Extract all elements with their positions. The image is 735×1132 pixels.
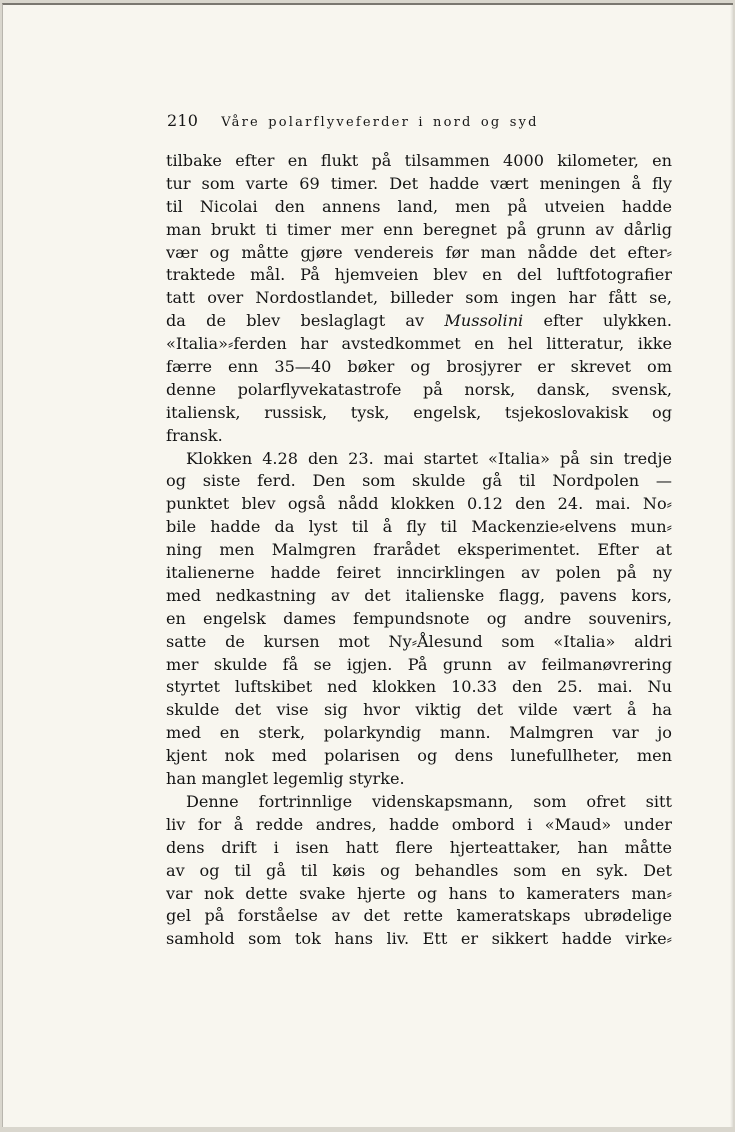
text-line: italienerne hadde feiret inncirklingen av polen på ny: [166, 563, 672, 583]
text-fragment: efter ulykken.: [543, 311, 672, 331]
text-line: tatt over Nordostlandet, billeder som ingen har fått se,: [166, 288, 672, 308]
book-page: [2, 3, 733, 1127]
text-line-with-italic: [166, 310, 672, 333]
text-line: han manglet legemlig styrke.: [166, 769, 405, 789]
text-line: skulde det vise sig hvor viktig det vilde vært å ha: [166, 700, 672, 720]
text-line: kjent nok med polarisen og dens lunefullheter, men: [166, 746, 672, 766]
text-line: med nedkastning av det italienske flagg, pavens kors,: [166, 585, 672, 605]
text-line: satte de kursen mot Ny⸗Ålesund som «Italia» aldri: [166, 631, 672, 651]
text-line: traktede mål. På hjemveien blev en del luftfotografier: [166, 265, 672, 285]
text-line: vær og måtte gjøre vendereis før man nådde det efter⸗: [166, 242, 672, 262]
text-line: med en sterk, polarkyndig mann. Malmgren var jo: [166, 723, 672, 743]
body-text: [166, 150, 672, 951]
text-line: færre enn 35—40 bøker og brosjyrer er skrevet om: [166, 357, 672, 377]
text-line: «Italia»⸗ferden har avstedkommet en hel litteratur, ikke: [166, 334, 672, 354]
text-line: en engelsk dames fempundsnote og andre souvenirs,: [166, 608, 672, 628]
text-line: man brukt ti timer mer enn beregnet på grunn av dårlig: [166, 219, 672, 239]
text-line: styrtet luftskibet ned klokken 10.33 den 25. mai. Nu: [166, 677, 672, 697]
text-fragment: da de blev beslaglagt av: [166, 311, 425, 331]
text-line: til Nicolai den annens land, men på utveien hadde: [166, 196, 672, 216]
text-line: gel på forståelse av det rette kameratskaps ubrødelige: [166, 906, 672, 926]
text-line: mer skulde få se igjen. På grunn av feilmanøvrering: [166, 654, 672, 674]
italic-name: Mussolini: [444, 311, 524, 331]
text-line: italiensk, russisk, tysk, engelsk, tsjekoslovakisk og: [166, 402, 672, 422]
text-line: dens drift i isen hatt flere hjerteattaker, han måtte: [166, 837, 672, 857]
text-line: samhold som tok hans liv. Ett er sikkert hadde virke⸗: [166, 929, 672, 949]
text-line: ning men Malmgren frarådet eksperimentet. Efter at: [166, 540, 672, 560]
text-line: av og til gå til køis og behandles som en syk. Det: [166, 860, 672, 880]
text-line: Klokken 4.28 den 23. mai startet «Italia» på sin tredje: [186, 448, 672, 468]
text-line: tur som varte 69 timer. Det hadde vært meningen å fly: [166, 173, 672, 193]
page-edge-shadow: [730, 5, 733, 1127]
running-title: Våre polarflyveferder i nord og syd: [221, 115, 539, 130]
text-line: fransk.: [166, 425, 223, 445]
text-line: denne polarflyvekatastrofe på norsk, dansk, svensk,: [166, 379, 672, 399]
text-line: Denne fortrinnlige videnskapsmann, som ofret sitt: [186, 791, 672, 811]
text-line: var nok dette svake hjerte og hans to kameraters man⸗: [166, 883, 672, 903]
text-line: punktet blev også nådd klokken 0.12 den 24. mai. No⸗: [166, 494, 672, 514]
text-line: bile hadde da lyst til å fly til Mackenzie⸗elvens mun⸗: [166, 517, 672, 537]
text-line: tilbake efter en flukt på tilsammen 4000 kilometer, en: [166, 151, 672, 170]
text-line: liv for å redde andres, hadde ombord i «Maud» under: [166, 814, 672, 834]
page-number: 210: [167, 111, 199, 130]
running-head: [167, 111, 667, 135]
text-line: og siste ferd. Den som skulde gå til Nordpolen —: [166, 471, 672, 491]
